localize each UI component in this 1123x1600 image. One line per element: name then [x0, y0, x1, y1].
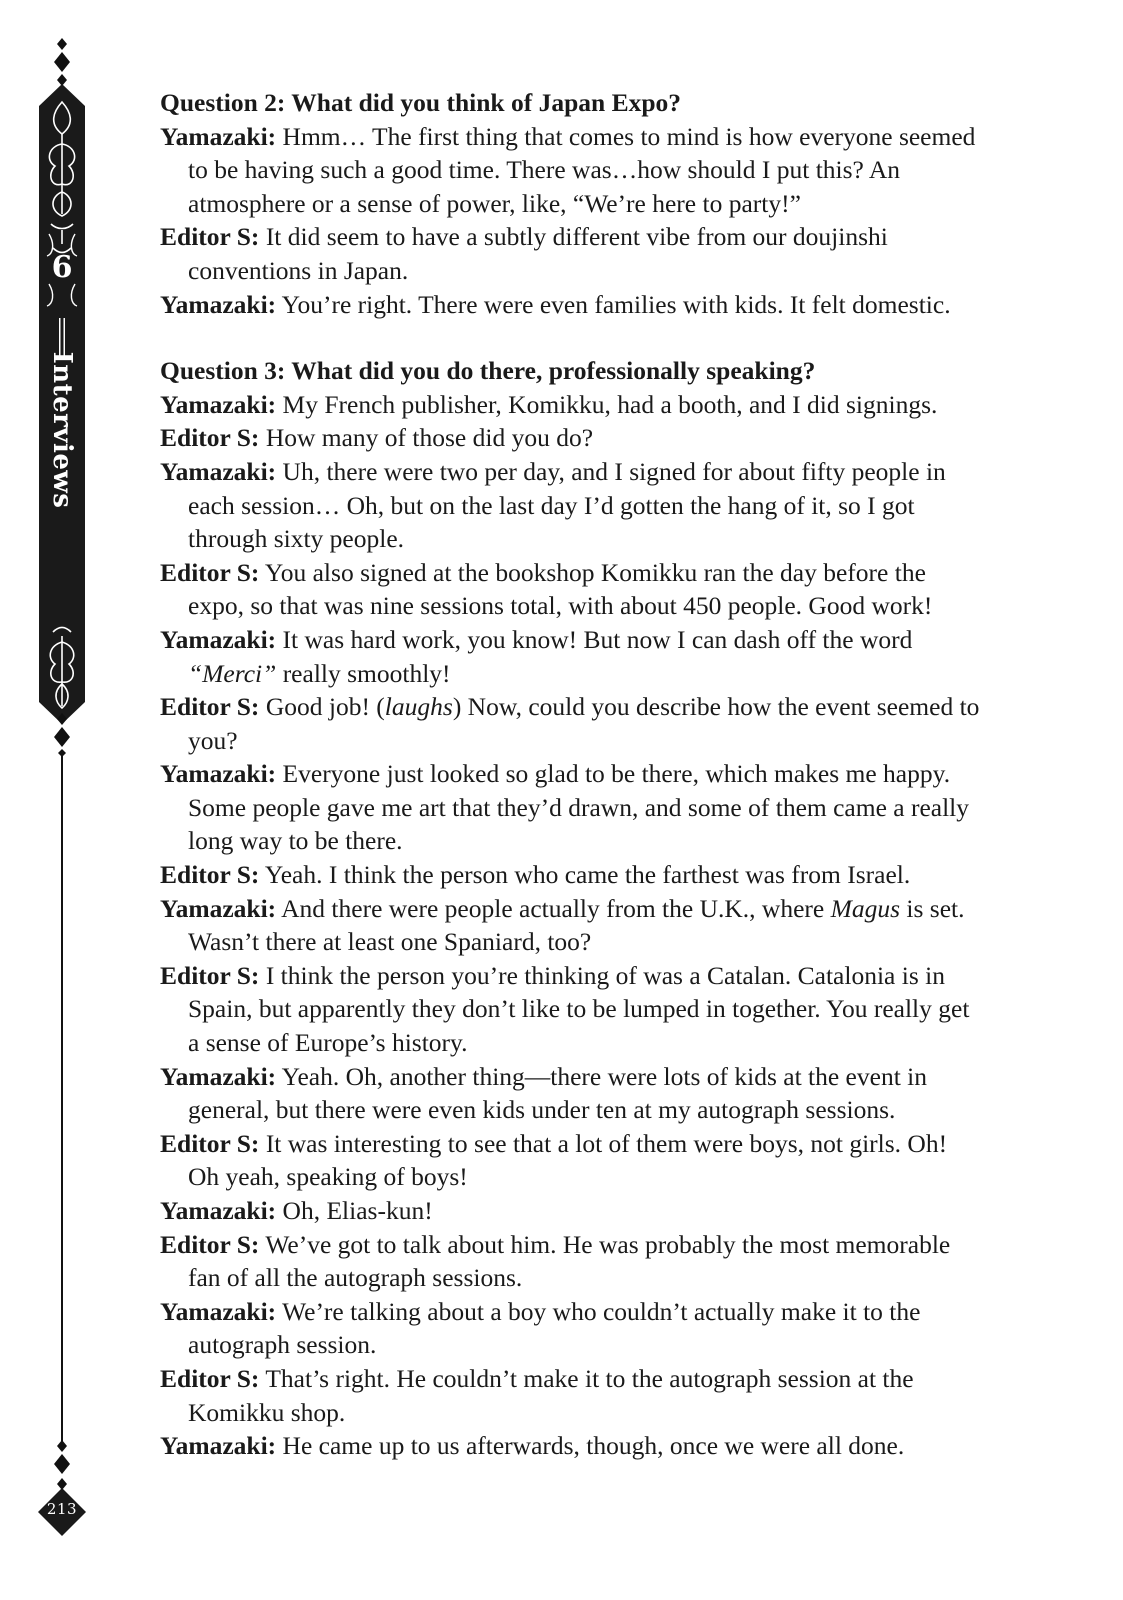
dialogue-line [160, 1228, 980, 1295]
speaker-name: Editor S: [160, 557, 260, 587]
speaker-name: Yamazaki: [160, 1061, 277, 1091]
dialogue-line [160, 959, 980, 1060]
speaker-name: Yamazaki: [160, 389, 277, 419]
dialogue-line [160, 690, 980, 757]
speaker-name: Editor S: [160, 692, 260, 722]
dialogue-line [160, 220, 980, 287]
speaker-name: Yamazaki: [160, 1296, 277, 1326]
dialogue-line [160, 388, 980, 422]
dialogue-text-continued: is set. Wasn’t there at least one Spaniard, too? [188, 893, 965, 957]
speaker-name: Editor S: [160, 1128, 260, 1158]
dialogue-line [160, 1429, 980, 1463]
dialogue-text: Oh, Elias-kun! [282, 1196, 433, 1225]
italic-text: laughs [384, 692, 453, 722]
chapter-number: 6 [51, 250, 73, 285]
dialogue-text: He came up to us afterwards, though, once we were all done. [282, 1431, 905, 1461]
dialogue-text: You also signed at the bookshop Komikku ran the day before the expo, so that was nine sessions total, with about 450 people. Good work! [188, 557, 933, 621]
speaker-name: Yamazaki: [160, 121, 277, 151]
italic-text: Magus [830, 893, 901, 923]
dialogue-text: Everyone just looked so glad to be there, which makes me happy. Some people gave me art that they’d drawn, and some of them came a really long way to be there. [188, 759, 969, 856]
dialogue-text: It was hard work, you know! But now I can dash off the word [282, 624, 913, 654]
speaker-name: Editor S: [160, 423, 260, 453]
dialogue-text: I think the person you’re thinking of was a Catalan. Catalonia is in Spain, but apparently they don’t like to be lumped in together. You really get a sense of Europe’s history. [188, 960, 970, 1058]
dialogue-line [160, 421, 980, 455]
dialogue-line [160, 556, 980, 623]
dialogue-line [160, 288, 980, 322]
speaker-name: Yamazaki: [160, 893, 277, 923]
speaker-name: Editor S: [160, 222, 260, 252]
question-heading: Question 3: What did you do there, professionally speaking? [160, 356, 816, 386]
dialogue-text: You’re right. There were even families with kids. It felt domestic. [281, 289, 951, 319]
mid-diamond-ornament [52, 713, 72, 757]
dialogue-line [160, 1362, 980, 1429]
dialogue-text: Yeah. Oh, another thing—there were lots of kids at the event in general, but there were even kids under ten at my autograph sessions. [188, 1061, 927, 1125]
speaker-name: Yamazaki: [160, 289, 277, 319]
dialogue-text: Good job! ( [265, 692, 385, 722]
section-gap [160, 321, 980, 354]
dialogue-text: Hmm… The first thing that comes to mind is how everyone seemed to be having such a good time. There was…how should I put this? An atmosphere or a sense of power, like, “We’re here to party!” [188, 121, 976, 218]
dialogue-line [160, 1127, 980, 1194]
dialogue-line [160, 1194, 980, 1228]
italic-text: “Merci” [188, 658, 277, 688]
question-heading: Question 2: What did you think of Japan Expo? [160, 88, 682, 117]
speaker-name: Yamazaki: [160, 759, 277, 789]
dialogue-line [160, 120, 980, 221]
dialogue-text: It was interesting to see that a lot of them were boys, not girls. Oh! Oh yeah, speaking of boys! [188, 1128, 948, 1192]
dialogue-line [160, 858, 980, 892]
dialogue-text-continued: really smoothly! [276, 658, 451, 688]
dialogue-text: And there were people actually from the U.K., where [281, 893, 831, 923]
dialogue-text-continued: ) Now, could you describe how the event seemed to you? [188, 692, 980, 755]
dialogue-text: That’s right. He couldn’t make it to the autograph session at the Komikku shop. [188, 1363, 914, 1427]
dialogue-text: How many of those did you do? [265, 423, 594, 453]
dialogue-line [160, 1295, 980, 1362]
speaker-name: Yamazaki: [160, 1431, 277, 1461]
dialogue-line [160, 892, 980, 959]
sidebar-rule [61, 755, 63, 1445]
dialogue-text: We’ve got to talk about him. He was probably the most memorable fan of all the autograph sessions. [188, 1229, 951, 1293]
page-number: 213 [46, 1500, 78, 1518]
dialogue-text: My French publisher, Komikku, had a booth, and I did signings. [282, 389, 938, 419]
bottom-diamond-ornament [52, 1440, 72, 1490]
dialogue-line [160, 1060, 980, 1127]
dialogue-text: Yeah. I think the person who came the farthest was from Israel. [264, 860, 911, 890]
speaker-name: Yamazaki: [160, 456, 277, 486]
interview-text [160, 86, 980, 1463]
dialogue-line [160, 757, 980, 858]
section-label-text: Interviews [47, 351, 77, 509]
speaker-name: Editor S: [160, 1363, 260, 1393]
speaker-name: Yamazaki: [160, 1196, 277, 1225]
dialogue-line [160, 623, 980, 690]
dialogue-text: We’re talking about a boy who couldn’t actually make it to the autograph session. [188, 1296, 921, 1360]
speaker-name: Editor S: [160, 1229, 260, 1259]
dialogue-text: It did seem to have a subtly different vibe from our doujinshi conventions in Japan. [188, 222, 888, 285]
dialogue-line [160, 455, 980, 556]
top-diamond-ornament [52, 38, 72, 86]
speaker-name: Yamazaki: [160, 624, 277, 654]
dialogue-text: Uh, there were two per day, and I signed for about fifty people in each session… Oh, but on the last day I’d gotten the hang of it, so I got through sixty people. [188, 456, 946, 554]
speaker-name: Editor S: [160, 860, 260, 890]
speaker-name: Editor S: [160, 960, 260, 990]
